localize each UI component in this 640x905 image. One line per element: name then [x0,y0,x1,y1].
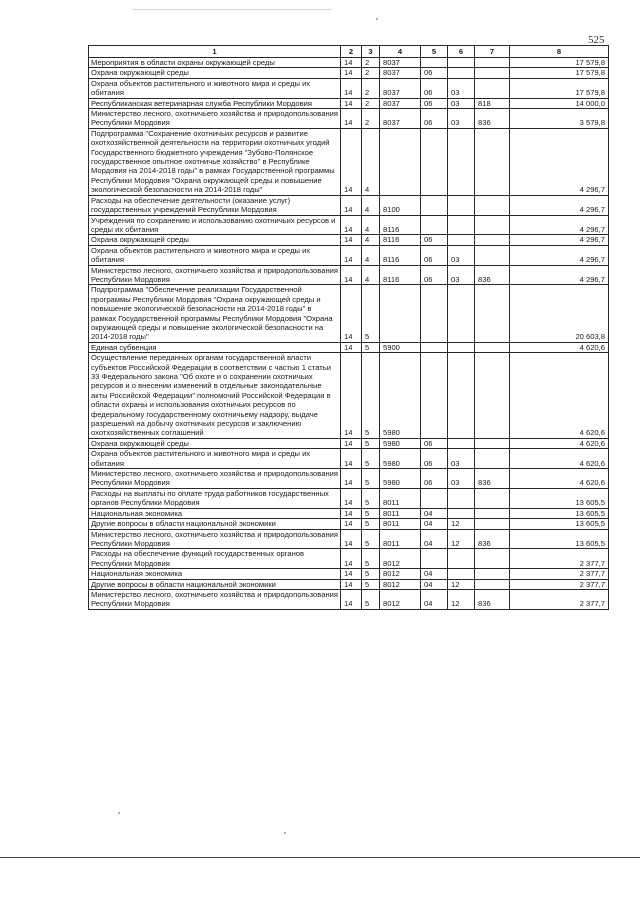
row-code-cell [421,342,448,352]
row-name-cell: Расходы на выплаты по оплате труда работников государственных органов Республики Мордовия [89,488,341,508]
table-row [89,549,609,569]
table-row [89,265,609,285]
row-name-cell: Подпрограмма "Обеспечение реализации Государственной программы Республики Мордовия "Охрана окружающей среды и повышение экологической безопасности на 2014-2018 годы" в рамках Государственной программы Республики Мордовия "Охрана окружающей среды и повышение экологической безопасности на 2014-2018 годы" [89,285,341,342]
table-row [89,508,609,518]
table-row [89,195,609,215]
row-code-cell: 5 [362,519,380,529]
row-code-cell: 06 [421,78,448,98]
table-row [89,353,609,439]
row-code-cell: 836 [475,469,510,489]
row-code-cell: 2 [362,109,380,129]
row-name-cell: Подпрограмма "Сохранение охотничьих ресурсов и развитие охотхозяйственной деятельности на территории охотничьих угодий Государственного бюджетного учреждения "Зубово-Полянское государственное опытное охотничье хозяйство" в Республике Мордовия на 2014-2018 годы" в рамках Государственной программы Республики Мордовия "Охрана окружающей среды и повышение экологической безопасности на 2014-2018 годы" [89,128,341,195]
row-code-cell: 8012 [380,579,421,589]
row-code-cell: 06 [421,109,448,129]
row-name-cell: Единая субвенция [89,342,341,352]
row-code-cell: 8012 [380,589,421,609]
table-row [89,579,609,589]
row-code-cell: 8011 [380,508,421,518]
page-number: 525 [588,34,605,46]
row-code-cell [475,353,510,439]
row-code-cell: 5 [362,449,380,469]
row-code-cell: 5 [362,342,380,352]
row-code-cell: 5 [362,438,380,448]
row-name-cell: Национальная экономика [89,569,341,579]
row-code-cell: 2 [362,68,380,78]
row-code-cell: 14 [341,128,362,195]
row-amount-cell: 4 620,6 [510,353,609,439]
row-code-cell: 5 [362,569,380,579]
row-code-cell [448,285,475,342]
row-amount-cell: 13 605,5 [510,519,609,529]
row-code-cell [475,488,510,508]
row-code-cell: 12 [448,529,475,549]
row-code-cell [448,128,475,195]
row-amount-cell: 17 579,8 [510,78,609,98]
header-cell: 1 [89,46,341,58]
row-name-cell: Расходы на обеспечение функций государственных органов Республики Мордовия [89,549,341,569]
row-name-cell: Охрана окружающей среды [89,438,341,448]
row-name-cell: Министерство лесного, охотничьего хозяйства и природопользования Республики Мордовия [89,265,341,285]
header-cell: 5 [421,46,448,58]
row-code-cell: 8037 [380,109,421,129]
row-code-cell [421,488,448,508]
row-code-cell: 5980 [380,438,421,448]
row-code-cell [475,58,510,68]
table-row [89,128,609,195]
row-code-cell [421,549,448,569]
row-code-cell: 8012 [380,569,421,579]
row-code-cell: 14 [341,285,362,342]
row-code-cell: 14 [341,342,362,352]
row-name-cell: Учреждения по сохранению и использованию охотничьих ресурсов и среды их обитания [89,215,341,235]
row-amount-cell: 4 296,7 [510,195,609,215]
row-code-cell: 03 [448,449,475,469]
row-code-cell [448,353,475,439]
row-code-cell [475,68,510,78]
row-code-cell: 14 [341,549,362,569]
row-amount-cell: 3 579,8 [510,109,609,129]
row-amount-cell: 17 579,8 [510,58,609,68]
row-amount-cell: 13 605,5 [510,508,609,518]
row-code-cell: 14 [341,235,362,245]
row-code-cell [475,549,510,569]
row-code-cell [448,438,475,448]
row-code-cell: 8012 [380,549,421,569]
row-code-cell: 03 [448,98,475,108]
row-name-cell: Охрана объектов растительного и животного мира и среды их обитания [89,449,341,469]
row-amount-cell: 4 296,7 [510,215,609,235]
row-name-cell: Осуществление переданных органам государственной власти субъектов Российской Федерации в соответствии с частью 1 статьи 33 Федерального закона "Об охоте и о сохранении охотничьих ресурсов и о внесении изменений в отдельные законодательные акты Российской Федерации" полномочий Российской Федерации в области охраны и использования охотничьих ресурсов по федеральному государственному охотничьему надзору, выдаче разрешений на добычу охотничьих ресурсов и заключению охотхозяйственных соглашений [89,353,341,439]
row-code-cell [475,579,510,589]
row-code-cell: 5 [362,469,380,489]
row-name-cell: Охрана объектов растительного и животного мира и среды их обитания [89,78,341,98]
row-code-cell: 14 [341,589,362,609]
table-row [89,245,609,265]
row-code-cell: 2 [362,98,380,108]
row-code-cell: 06 [421,245,448,265]
row-code-cell: 8037 [380,58,421,68]
row-amount-cell: 4 620,6 [510,449,609,469]
table-row [89,68,609,78]
row-code-cell: 06 [421,438,448,448]
table-row [89,58,609,68]
row-code-cell: 04 [421,519,448,529]
row-code-cell [475,569,510,579]
row-code-cell: 12 [448,579,475,589]
row-code-cell [448,508,475,518]
row-amount-cell: 4 620,6 [510,469,609,489]
row-code-cell: 8116 [380,215,421,235]
table-row [89,215,609,235]
row-amount-cell: 4 296,7 [510,265,609,285]
row-code-cell: 12 [448,589,475,609]
row-code-cell: 5 [362,529,380,549]
row-code-cell: 06 [421,469,448,489]
row-code-cell [421,215,448,235]
budget-table [88,45,609,610]
table-row [89,109,609,129]
header-cell: 4 [380,46,421,58]
row-code-cell: 03 [448,78,475,98]
row-code-cell [475,245,510,265]
header-row [89,46,609,58]
row-code-cell: 14 [341,449,362,469]
row-code-cell: 14 [341,469,362,489]
row-code-cell [421,353,448,439]
row-code-cell: 4 [362,128,380,195]
table-row [89,589,609,609]
row-code-cell: 5 [362,285,380,342]
row-code-cell: 5900 [380,342,421,352]
row-code-cell: 5980 [380,449,421,469]
row-code-cell [380,285,421,342]
header-cell: 3 [362,46,380,58]
row-code-cell [448,215,475,235]
row-code-cell: 2 [362,78,380,98]
row-amount-cell: 4 296,7 [510,235,609,245]
row-code-cell: 06 [421,235,448,245]
row-code-cell: 14 [341,579,362,589]
row-code-cell: 8100 [380,195,421,215]
row-code-cell [475,128,510,195]
row-code-cell: 03 [448,109,475,129]
header-cell: 8 [510,46,609,58]
row-code-cell: 836 [475,109,510,129]
row-code-cell: 04 [421,579,448,589]
row-code-cell [448,342,475,352]
table-row [89,98,609,108]
row-code-cell [448,235,475,245]
row-code-cell [448,488,475,508]
row-amount-cell: 2 377,7 [510,579,609,589]
header-cell: 7 [475,46,510,58]
row-code-cell [421,285,448,342]
row-code-cell [475,78,510,98]
row-code-cell: 8011 [380,488,421,508]
row-code-cell: 5 [362,549,380,569]
row-name-cell: Министерство лесного, охотничьего хозяйства и природопользования Республики Мордовия [89,589,341,609]
scan-artifact-line [132,9,332,10]
row-code-cell [380,128,421,195]
row-code-cell: 14 [341,68,362,78]
row-code-cell: 14 [341,98,362,108]
row-name-cell: Расходы на обеспечение деятельности (оказание услуг) государственных учреждений Республики Мордовия [89,195,341,215]
row-amount-cell: 14 000,0 [510,98,609,108]
row-code-cell: 5 [362,508,380,518]
row-amount-cell: 4 620,6 [510,342,609,352]
row-amount-cell: 4 620,6 [510,438,609,448]
table-row [89,529,609,549]
row-code-cell [475,235,510,245]
row-code-cell: 12 [448,519,475,529]
row-code-cell: 5980 [380,469,421,489]
row-code-cell [475,285,510,342]
row-code-cell [421,58,448,68]
row-code-cell: 14 [341,519,362,529]
row-name-cell: Министерство лесного, охотничьего хозяйства и природопользования Республики Мордовия [89,529,341,549]
header-cell: 2 [341,46,362,58]
row-code-cell [475,342,510,352]
row-code-cell: 14 [341,569,362,579]
row-code-cell: 14 [341,109,362,129]
row-code-cell: 14 [341,488,362,508]
row-code-cell: 4 [362,265,380,285]
row-code-cell: 836 [475,529,510,549]
row-code-cell [475,519,510,529]
row-name-cell: Республиканская ветеринарная служба Республики Мордовия [89,98,341,108]
row-code-cell: 8116 [380,235,421,245]
row-code-cell: 14 [341,438,362,448]
row-code-cell: 14 [341,265,362,285]
row-code-cell: 4 [362,215,380,235]
row-code-cell [448,58,475,68]
row-code-cell: 836 [475,589,510,609]
scan-speck [118,812,120,814]
row-code-cell: 06 [421,265,448,285]
row-code-cell: 8011 [380,519,421,529]
row-code-cell: 14 [341,58,362,68]
row-code-cell: 14 [341,508,362,518]
row-code-cell [421,195,448,215]
row-code-cell [448,195,475,215]
row-amount-cell: 2 377,7 [510,589,609,609]
row-code-cell: 03 [448,265,475,285]
row-name-cell: Мероприятия в области охраны окружающей среды [89,58,341,68]
table-row [89,519,609,529]
row-code-cell: 8116 [380,245,421,265]
row-code-cell [448,549,475,569]
row-code-cell: 8037 [380,98,421,108]
row-code-cell [475,438,510,448]
row-code-cell [421,128,448,195]
row-code-cell: 06 [421,449,448,469]
row-amount-cell: 20 603,8 [510,285,609,342]
row-code-cell: 03 [448,469,475,489]
table-row [89,469,609,489]
page-bottom-rule [0,857,640,858]
table-row [89,438,609,448]
row-code-cell [448,68,475,78]
row-code-cell: 8116 [380,265,421,285]
row-code-cell: 5980 [380,353,421,439]
row-code-cell: 836 [475,265,510,285]
table-row [89,488,609,508]
row-amount-cell: 17 579,8 [510,68,609,78]
row-name-cell: Охрана окружающей среды [89,235,341,245]
table-row [89,285,609,342]
table-row [89,449,609,469]
row-amount-cell: 2 377,7 [510,569,609,579]
row-code-cell: 06 [421,98,448,108]
row-code-cell: 5 [362,579,380,589]
table-row [89,78,609,98]
row-code-cell: 04 [421,529,448,549]
row-amount-cell: 4 296,7 [510,128,609,195]
row-code-cell: 14 [341,195,362,215]
scan-speck [376,18,378,20]
row-name-cell: Охрана объектов растительного и животного мира и среды их обитания [89,245,341,265]
row-amount-cell: 2 377,7 [510,549,609,569]
row-code-cell: 5 [362,589,380,609]
scan-speck [284,832,286,834]
row-code-cell: 818 [475,98,510,108]
row-name-cell: Другие вопросы в области национальной экономики [89,579,341,589]
row-code-cell: 04 [421,569,448,579]
row-name-cell: Другие вопросы в области национальной экономики [89,519,341,529]
row-name-cell: Национальная экономика [89,508,341,518]
row-code-cell [475,508,510,518]
row-amount-cell: 4 296,7 [510,245,609,265]
row-code-cell: 06 [421,68,448,78]
row-name-cell: Министерство лесного, охотничьего хозяйства и природопользования Республики Мордовия [89,109,341,129]
table-row [89,569,609,579]
row-code-cell: 4 [362,245,380,265]
row-code-cell: 4 [362,235,380,245]
row-amount-cell: 13 605,5 [510,488,609,508]
row-code-cell: 14 [341,245,362,265]
row-code-cell: 04 [421,508,448,518]
row-code-cell: 03 [448,245,475,265]
row-code-cell: 14 [341,529,362,549]
row-amount-cell: 13 605,5 [510,529,609,549]
row-code-cell: 5 [362,488,380,508]
row-code-cell: 2 [362,58,380,68]
row-code-cell: 8037 [380,68,421,78]
row-code-cell: 14 [341,215,362,235]
row-code-cell: 5 [362,353,380,439]
row-code-cell [448,569,475,579]
header-cell: 6 [448,46,475,58]
table-row [89,235,609,245]
row-code-cell [475,195,510,215]
row-code-cell: 14 [341,353,362,439]
table-body [89,58,609,610]
row-code-cell: 8011 [380,529,421,549]
row-code-cell: 4 [362,195,380,215]
row-name-cell: Министерство лесного, охотничьего хозяйства и природопользования Республики Мордовия [89,469,341,489]
row-code-cell: 8037 [380,78,421,98]
table-row [89,342,609,352]
row-name-cell: Охрана окружающей среды [89,68,341,78]
row-code-cell [475,449,510,469]
row-code-cell: 04 [421,589,448,609]
row-code-cell [475,215,510,235]
row-code-cell: 14 [341,78,362,98]
